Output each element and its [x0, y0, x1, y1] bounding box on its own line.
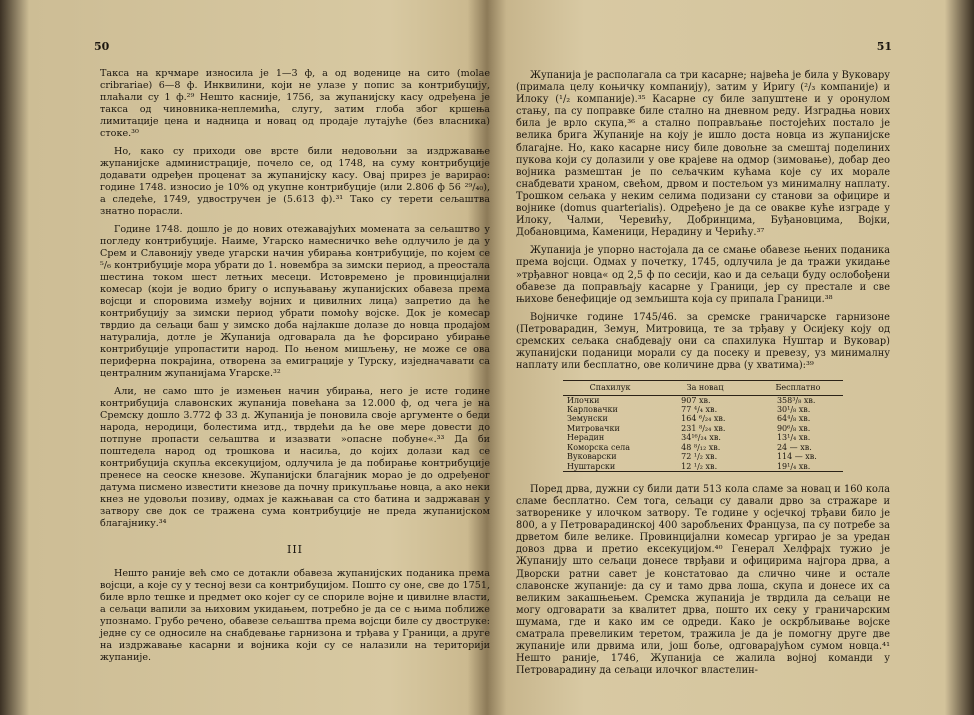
table-cell: 64⁴/₈ хв. — [776, 414, 811, 424]
page-number-right: 51 — [876, 40, 892, 53]
table-cell: 90⁶/₈ хв. — [776, 423, 811, 433]
table-cell: 231 ⁸/₂₄ хв. — [681, 423, 726, 433]
table-cell: 19¹/₄ хв. — [753, 462, 843, 472]
paragraph: Жупанија је упорно настојала да се смање обавезе њених поданика према војсци. Одмах у почетку, 1745, одлучила је да тражи укидање »трђавног новца« од 2,5 ф по сесији, као и да сељаци буду ослобођени обавезе да поправљају касарне у Граници, јер су престале и све њихове бенефиције од земљишта која су припала Граници.³⁸ — [516, 245, 890, 305]
table-row — [563, 395, 843, 405]
right-text-block — [516, 70, 890, 683]
left-text-block — [100, 68, 490, 670]
table-header-row — [563, 381, 843, 395]
table-row — [563, 414, 843, 423]
table-cell: 30¹/₈ хв. — [776, 405, 811, 415]
table-cell: Земунски — [567, 414, 608, 424]
table-cell: Илочки — [567, 395, 600, 405]
table-cell: 12 ¹/₂ хв. — [657, 462, 753, 472]
wood-supply-table — [563, 380, 843, 472]
paragraph: Такса на крчмаре износила је 1—3 ф, а од воденице на сито (molae cribrariae) 6—8 ф. Инквилини, који не улазе у попис за контрибуцију, плаћали су 1 ф.²⁹ Нешто касније, 1756, за жупанијску касу одређена је такса од чиновника-неплемића, слугу, затим глоба због кршења лимитације цена и надница и новац од продаје лутајуће (без власника) стоке.³⁰ — [100, 68, 490, 139]
column-header: Бесплатно — [753, 381, 843, 395]
table-cell: Вуковарски — [567, 452, 617, 462]
table-cell: Нуштарски — [563, 462, 657, 472]
table-cell: 907 хв. — [681, 395, 711, 405]
right-page — [510, 0, 890, 715]
table-cell: Нерадин — [567, 433, 605, 443]
paragraph: Но, како су приходи ове врсте били недовољни за издржавање жупанијске администрације, почело се, од 1748, на суму контрибуције додавати одређен проценат за жупанијску касу. Овај прирез је варирао: године 1748. износио је 10% од укупне контрибуције (или 2.806 ф 56 ²⁹/₄₀), а следеће, 1749, удвостручен је (5.613 ф).³¹ Тако су терети сељаштва знатно порасли. — [100, 146, 490, 217]
table-cell: 34¹⁶/₂₄ хв. — [681, 433, 721, 443]
table-cell: 77 ⁴/₄ хв. — [681, 405, 718, 415]
table-cell: 358³/₈ хв. — [776, 395, 816, 405]
paragraph: Али, не само што је измењен начин убирања, него је исте године контрибуција славонских жупанија повећана за 12.000 ф, од чега је на Сремску дошло 3.772 ф 33 д. Жупанија је поновила своје аргументе о беди народа, неродици, болестима итд., тврдећи да ће ове мере довести до потпуне пропасти сељаштва и изазвати »опасне побуне«.³³ Да би поштедела народ од трошкова и насиља, до којих долази кад се контрибуција скупља ексекуцијом, одлучила је да побирање контрибуције пренесе на сеоске кнезове. Жупанијски благајник морао је до одређеног датума писмено известити кнезове да почну прикупљање новца, а ако неки кнез не удовољи позиву, одмах је кажњаван са сто батина и задржаван у затвору све док се тражена сума контрибуције не преда жупанијском благајнику.³⁴ — [100, 386, 490, 529]
table-cell: 24 — хв. — [776, 442, 812, 452]
paragraph: Поред дрва, дужни су били дати 513 кола сламе за новац и 160 кола сламе бесплатно. Сем тога, сељаци су давали дрво за стражаре и затворенике у илочком затвору. Те године у осјечкој трђави било је 800, а у Петроварадинској 400 заробљених Француза, па су потребе за дрветом биле велике. Провинцијални комесар ургирао је за уредан довоз дрва и претио ексекуцијом.⁴⁰ Генерал Хелфрајх тужио је Жупанију што сељаци донесе тврђави и официрима најгора дрва, а Дворски ратни савет је констатовао да слично чине и остале славонске жупаније: да су и тамо дрва лоша, скупа и донесе их са великим закашњењем. Сремска жупанија је тврдила да сељаци не могу одговарати за квалитет дрва, пошто их секу у граничарским шумама, где и како им се одреди. Како је оскрбљивање војске сматрала превеликим теретом, тражила је да је помогну друге две жупаније или дрвима или, још боље, одговарајућом сумом новца.⁴¹ Нешто раније, 1746, Жупанија се жалила војној команди у Петроварадину да сељаци илочког властелин- — [516, 483, 890, 677]
table-cell: Митровачки — [567, 423, 620, 433]
table-cell: Коморска села — [567, 442, 631, 452]
table-cell: 48 ⁸/₁₂ хв. — [681, 442, 721, 452]
page-number-left: 50 — [94, 40, 110, 53]
column-header: За новац — [657, 381, 753, 395]
paragraph: Жупанија је располагала са три касарне; највећа је била у Вуковару (примала целу коњичку компанију), затим у Иригу (²/₃ компаније) и Илоку (¹/₂ компаније).³⁵ Касарне су биле запуштене и у оронулом стању, па су поправке биле стално на дневном реду. Изградња нових била је врло скупа,³⁶ а стално поправљање постојећих постало је велика брига Жупаније на коју је ишло доста новца из жупанијске благајне. Но, како касарне нису биле довољне за смештај поделиних пукова који су долазили у ове крајеве на одмор (зимовање), добар део војника размештан је по сељачким кућама које су их морале снабдевати храном, свећом, дрвом и постељом уз минималну наплату. Трошком сељака у неким селима подизани су станови за официре и војнике (domus quarterialis). Одређено је да се овакве куће изграде у Илоку, Чалми, Черевићу, Добринцима, Буђановцима, Војки, Добановцима, Каменици, Нерадину и Черићу.³⁷ — [516, 70, 890, 239]
table-cell: Карловачки — [567, 405, 618, 415]
paragraph: Године 1748. дошло је до нових отежавајућих момената за сељаштво у погледу контрибуције. Наиме, Угарско намесничко веће одлучило је да у Срем и Славонију уведе угарски начин убирања контрибуције, по којем се ⁵/₆ контрибуције мора убрати до 1. новембра за зимски период, а преостала шестина током шест летњих месеци. Истовремено је провинцијални комесар (који је водио бригу о испуњавању жупанијских обавеза према војсци и споровима између војних и цивилних лица) запретио да ће контрибуцију за зимски период убрати помоћу војске. Док је комесар тврдио да сељаци баш у зимско доба најлакше долазе до новца продајом натуралија, дотле је Жупанија одговарала да ће форсирано убирање контрибуције упропастити народ. По њеном мишљењу, не може се ова периферна покрајина, отворена за емиграције у Турску, изједначавати са централним жупанијама Угарске.³² — [100, 224, 490, 379]
table-row — [563, 462, 843, 472]
table-row — [563, 433, 843, 442]
table-cell: 164 ⁶/₂₄ хв. — [681, 414, 726, 424]
table-cell: 13¹/₄ хв. — [776, 433, 811, 443]
paragraph: Нешто раније већ смо се дотакли обавеза жупанијских поданика према војсци, а које су у тесној вези са контрибуцијом. Пошто су оне, све до 1751, биле врло тешке и предмет око којег су се спориле војне и цивилне власти, а сељаци вапили за њиховим укидањем, потребно је да се с њима поближе упознамо. Грубо речено, обавезе сељаштва према војсци биле су двоструке: једне су се односиле на снабдевање гарнизона и трђава у Граници, а друге на издржавање касарни и војника који су се налазили на територији жупаније. — [100, 568, 491, 663]
table-row — [563, 405, 843, 414]
table-row — [563, 443, 843, 452]
column-header: Спахилук — [563, 381, 657, 395]
left-page — [80, 0, 490, 715]
table-cell: 114 — хв. — [776, 452, 817, 462]
paragraph: Војничке године 1745/46. за сремске граничарске гарнизоне (Петроварадин, Земун, Митровица, те за трђаву у Осијеку коју од сремских сељака снабдевају они са спахилука Нуштар и Вуковар) жупанијски поданици морали су да посеку и превезу, уз минималну наплату или бесплатно, ове количине дрва (у хватима):³⁹ — [516, 311, 890, 372]
section-heading: III — [286, 543, 304, 556]
table-row — [563, 452, 843, 461]
table-cell: 72 ¹/₂ хв. — [681, 452, 718, 462]
table-row — [563, 424, 843, 433]
